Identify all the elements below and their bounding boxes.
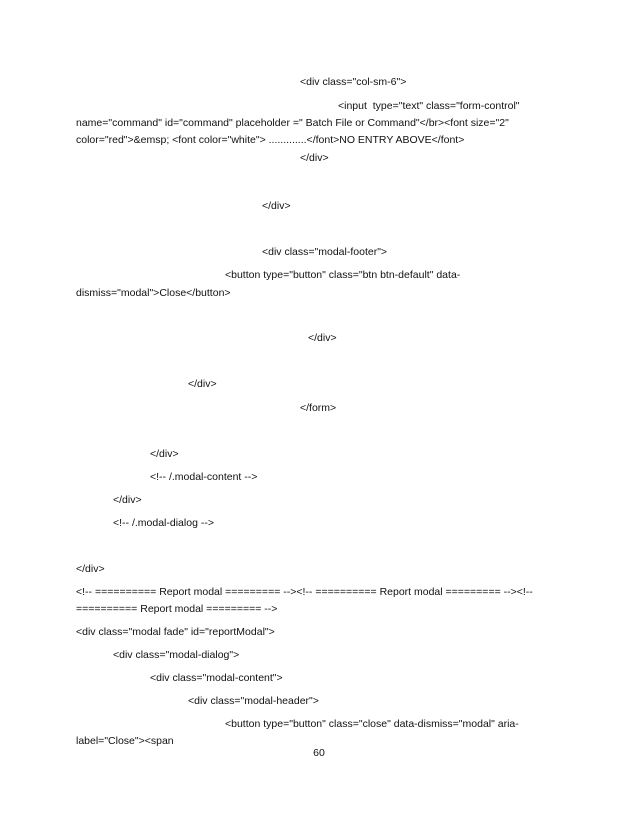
code-line: <div class="modal-content"> xyxy=(150,672,283,684)
code-line: </div> xyxy=(113,494,142,506)
code-line: </div> xyxy=(300,152,329,164)
code-line: <div class="col-sm-6"> xyxy=(300,76,407,88)
code-line: <button type="button" class="btn btn-default" data- xyxy=(225,269,461,281)
code-line: </div> xyxy=(308,332,337,344)
code-comment-line: <!-- /.modal-content --> xyxy=(150,471,258,483)
code-line: dismiss="modal">Close</button> xyxy=(76,287,231,299)
code-line: <div class="modal-header"> xyxy=(188,695,319,707)
code-line: <div class="modal-dialog"> xyxy=(113,649,240,661)
code-line: </div> xyxy=(188,378,217,390)
code-line: </div> xyxy=(262,200,291,212)
code-line: </div> xyxy=(76,563,105,575)
code-comment-line-wrapped: <!-- ========== Report modal ========= --><!-- ========== Report modal ========= --><!-- ========== Report modal ========= --> xyxy=(76,586,533,615)
code-line: <input type="text" class="form-control" xyxy=(338,100,520,112)
page-number: 60 xyxy=(313,747,325,759)
code-line: </form> xyxy=(300,402,337,414)
code-line: </div> xyxy=(150,448,179,460)
code-line: <div class="modal fade" id="reportModal"> xyxy=(76,626,275,638)
code-comment-line: <!-- /.modal-dialog --> xyxy=(113,517,214,529)
code-line: <div class="modal-footer"> xyxy=(262,246,388,258)
code-line: label="Close"><span xyxy=(76,735,174,747)
code-line: <button type="button" class="close" data-dismiss="modal" aria- xyxy=(225,718,519,730)
code-line-wrapped: name="command" id="command" placeholder =" Batch File or Command"</br><font size="2" color="red">&emsp; <font color="white"> .............</font>NO ENTRY ABOVE</font> xyxy=(76,117,509,146)
